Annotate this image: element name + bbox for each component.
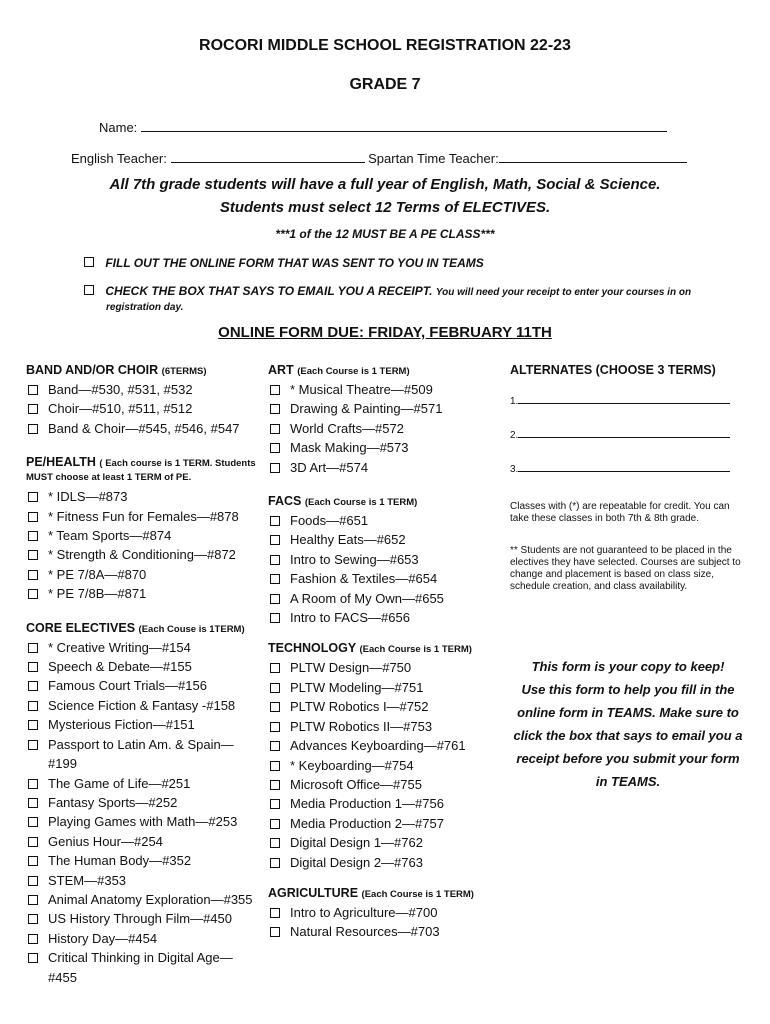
due-date: ONLINE FORM DUE: FRIDAY, FEBRUARY 11TH (218, 324, 552, 341)
checklist-item-online-form[interactable] (84, 256, 484, 270)
checkbox[interactable] (270, 908, 280, 918)
course-label: Digital Design 1—#762 (290, 835, 423, 851)
alternates-lines (510, 385, 746, 487)
course-label: PLTW Modeling—#751 (290, 679, 424, 695)
course-option[interactable] (26, 948, 258, 987)
checkbox[interactable] (270, 858, 280, 868)
checkbox[interactable] (270, 799, 280, 809)
checkbox[interactable] (270, 516, 280, 526)
checkbox[interactable] (270, 594, 280, 604)
course-option[interactable] (268, 589, 500, 608)
course-option[interactable] (268, 794, 500, 813)
checkbox[interactable] (28, 701, 38, 711)
checklist-item-receipt[interactable] (84, 284, 704, 298)
course-option[interactable] (268, 756, 500, 775)
course-option[interactable] (26, 851, 258, 870)
alternate-line-3[interactable]: 3. (510, 453, 746, 487)
checklist-label: FILL OUT THE ONLINE FORM THAT WAS SENT TO YOU IN TEAMS (105, 256, 484, 270)
english-teacher-line[interactable] (171, 150, 365, 163)
name-field[interactable] (99, 119, 667, 135)
course-label: PLTW Robotics I—#752 (290, 699, 429, 715)
course-option[interactable] (26, 545, 258, 564)
course-label: Mask Making—#573 (290, 440, 409, 456)
checkbox[interactable] (28, 550, 38, 560)
name-label: Name: (99, 120, 138, 135)
checkbox[interactable] (28, 531, 38, 541)
checkbox[interactable] (28, 404, 38, 414)
course-label: * Team Sports—#874 (48, 528, 172, 544)
course-option[interactable] (268, 903, 500, 922)
course-label: STEM—#353 (48, 872, 127, 888)
checkbox[interactable] (84, 285, 94, 295)
checkbox[interactable] (270, 927, 280, 937)
course-option[interactable] (268, 550, 500, 569)
course-label: Media Production 2—#757 (290, 815, 444, 831)
course-option[interactable] (26, 487, 258, 506)
course-label: A Room of My Own—#655 (290, 590, 444, 606)
placement-note: ** Students are not guaranteed to be placed in the electives they have selected. Courses are subject to change and placement is based on class size, schedule creation, and class availability. (510, 545, 741, 592)
course-option[interactable] (26, 696, 258, 715)
checklist-label: CHECK THE BOX THAT SAYS TO EMAIL YOU A RECEIPT. (105, 284, 433, 298)
course-label: Intro to Agriculture—#700 (290, 904, 438, 920)
course-option[interactable] (268, 419, 500, 438)
keep-copy-line: click the box that says to email you a (513, 728, 743, 743)
checkbox[interactable] (28, 740, 38, 750)
course-label: Playing Games with Math—#253 (48, 814, 238, 830)
course-label: Mysterious Fiction—#151 (48, 717, 195, 733)
technology-list (268, 658, 500, 871)
course-option[interactable] (26, 774, 258, 793)
core-electives-list (26, 638, 258, 987)
facs-heading: FACS (Each Course is 1 TERM) (268, 494, 418, 509)
alternates-heading: ALTERNATES (CHOOSE 3 TERMS) (510, 363, 716, 377)
course-label: * Keyboarding—#754 (290, 757, 414, 773)
course-label: Digital Design 2—#763 (290, 854, 423, 870)
course-label: Fantasy Sports—#252 (48, 794, 178, 810)
course-option[interactable] (268, 438, 500, 457)
course-option[interactable] (268, 814, 500, 833)
course-option[interactable] (268, 530, 500, 549)
receipt-note: You will need your receipt to enter your courses in on (435, 287, 692, 298)
checkbox[interactable] (270, 613, 280, 623)
course-label: Speech & Debate—#155 (48, 659, 192, 675)
course-option[interactable] (268, 717, 500, 736)
checkbox[interactable] (270, 683, 280, 693)
checkbox[interactable] (84, 257, 94, 267)
checkbox[interactable] (270, 404, 280, 414)
course-label: Intro to FACS—#656 (290, 610, 410, 626)
spartan-teacher-label: Spartan Time Teacher: (368, 151, 499, 166)
course-label: The Human Body—#352 (48, 853, 192, 869)
course-label: Advances Keyboarding—#761 (290, 738, 466, 754)
course-option[interactable] (26, 793, 258, 812)
notice-line-2: Students must select 12 Terms of ELECTIVES. (219, 199, 551, 216)
art-heading: ART (Each Course is 1 TERM) (268, 363, 410, 377)
course-label: PLTW Robotics II—#753 (290, 718, 433, 734)
course-option[interactable] (26, 929, 258, 948)
course-label: Natural Resources—#703 (290, 924, 440, 940)
course-option[interactable] (26, 871, 258, 890)
keep-copy-instructions (510, 678, 746, 793)
checkbox[interactable] (28, 492, 38, 502)
course-option[interactable] (26, 735, 258, 774)
course-option[interactable] (26, 832, 258, 851)
course-label: Critical Thinking in Digital Age—#455 (48, 950, 233, 985)
notice-line-1: All 7th grade students will have a full year of English, Math, Social & Science. (109, 176, 661, 193)
checkbox[interactable] (28, 681, 38, 691)
course-label: World Crafts—#572 (290, 420, 404, 436)
checkbox[interactable] (28, 720, 38, 730)
course-label: Healthy Eats—#652 (290, 532, 406, 548)
course-option[interactable] (268, 511, 500, 530)
checkbox[interactable] (28, 385, 38, 395)
course-label: History Day—#454 (48, 930, 158, 946)
course-label: * Creative Writing—#154 (48, 639, 191, 655)
checkbox[interactable] (270, 443, 280, 453)
course-label: * Strength & Conditioning—#872 (48, 547, 236, 563)
checkbox[interactable] (28, 662, 38, 672)
keep-copy-box (510, 655, 746, 793)
checkbox[interactable] (28, 589, 38, 599)
course-option[interactable] (268, 658, 500, 677)
checkbox[interactable] (270, 780, 280, 790)
course-label: * IDLS—#873 (48, 489, 128, 505)
checkbox[interactable] (28, 895, 38, 905)
course-label: * PE 7/8B—#871 (48, 586, 147, 602)
checkbox[interactable] (270, 424, 280, 434)
course-option[interactable] (26, 584, 258, 603)
checkbox[interactable] (28, 798, 38, 808)
pe-notice: ***1 of the 12 MUST BE A PE CLASS*** (275, 227, 495, 241)
course-label: PLTW Design—#750 (290, 660, 412, 676)
checkbox[interactable] (28, 953, 38, 963)
repeatable-note: Classes with (*) are repeatable for credit. You can take these classes in both 7th & 8th grade. (510, 501, 730, 524)
checkbox[interactable] (28, 779, 38, 789)
course-option[interactable] (26, 565, 258, 584)
keep-copy-title: This form is your copy to keep! (531, 659, 725, 674)
checkbox[interactable] (270, 535, 280, 545)
checkbox[interactable] (28, 876, 38, 886)
course-option[interactable] (268, 922, 500, 941)
course-label: Genius Hour—#254 (48, 833, 163, 849)
course-option[interactable] (268, 833, 500, 852)
course-option[interactable] (268, 458, 500, 477)
column-1 (26, 362, 258, 987)
checkbox[interactable] (28, 817, 38, 827)
course-label: 3D Art—#574 (290, 459, 369, 475)
checkbox[interactable] (28, 570, 38, 580)
course-label: Microsoft Office—#755 (290, 776, 422, 792)
course-label: Fashion & Textiles—#654 (290, 571, 438, 587)
course-label: Drawing & Painting—#571 (290, 401, 443, 417)
checkbox[interactable] (270, 555, 280, 565)
checkbox[interactable] (270, 574, 280, 584)
alternate-line-2[interactable]: 2. (510, 419, 746, 453)
pe-health-list (26, 487, 258, 603)
course-label: Band—#530, #531, #532 (48, 382, 193, 397)
course-option[interactable] (268, 399, 500, 418)
course-label: * PE 7/8A—#870 (48, 566, 147, 582)
course-option[interactable] (26, 638, 258, 657)
name-line[interactable] (141, 119, 667, 132)
checkbox[interactable] (270, 722, 280, 732)
core-electives-heading: CORE ELECTIVES (Each Couse is 1TERM) (26, 620, 245, 635)
grade-heading: GRADE 7 (349, 76, 421, 93)
checkbox[interactable] (270, 702, 280, 712)
course-label: The Game of Life—#251 (48, 775, 191, 791)
column-3 (510, 362, 746, 793)
keep-copy-line: receipt before you submit your form (516, 751, 740, 766)
course-option[interactable] (268, 569, 500, 588)
alternate-line-1[interactable]: 1. (510, 385, 746, 419)
course-label: Passport to Latin Am. & Spain—#199 (48, 736, 234, 772)
course-label: Choir—#510, #511, #512 (48, 401, 193, 417)
course-option[interactable] (26, 909, 258, 928)
course-option[interactable] (268, 608, 500, 627)
course-option[interactable] (26, 399, 258, 418)
course-label: Foods—#651 (290, 513, 369, 529)
course-option[interactable] (26, 676, 258, 695)
checkbox[interactable] (270, 463, 280, 473)
course-label: Media Production 1—#756 (290, 796, 444, 812)
course-option[interactable] (268, 678, 500, 697)
course-option[interactable] (26, 419, 258, 438)
course-option[interactable] (26, 657, 258, 676)
course-option[interactable] (268, 736, 500, 755)
pe-health-heading: PE/HEALTH ( Each course is 1 TERM. Students MUST choose at least 1 TERM of PE. (26, 455, 256, 484)
course-label: Famous Court Trials—#156 (48, 678, 207, 694)
art-list (268, 380, 500, 477)
course-option[interactable] (26, 715, 258, 734)
keep-copy-line: Use this form to help you fill in the (521, 682, 735, 697)
checkbox[interactable] (28, 837, 38, 847)
keep-copy-line: online form in TEAMS. Make sure to (517, 705, 739, 720)
page-title: ROCORI MIDDLE SCHOOL REGISTRATION 22-23 (199, 37, 571, 54)
course-label: * Fitness Fun for Females—#878 (48, 508, 239, 524)
course-label: Science Fiction & Fantasy -#158 (48, 697, 236, 713)
checkbox[interactable] (28, 856, 38, 866)
english-teacher-label: English Teacher: (71, 151, 167, 166)
course-option[interactable] (26, 890, 258, 909)
course-option[interactable] (268, 853, 500, 872)
checkbox[interactable] (270, 385, 280, 395)
teacher-fields (71, 150, 687, 166)
checkbox[interactable] (28, 934, 38, 944)
spartan-teacher-line[interactable] (499, 150, 687, 163)
checkbox[interactable] (270, 663, 280, 673)
checkbox[interactable] (28, 512, 38, 522)
keep-copy-line: in TEAMS. (595, 774, 661, 789)
checkbox[interactable] (270, 761, 280, 771)
facs-list (268, 511, 500, 627)
agriculture-list (268, 903, 500, 942)
course-option[interactable] (268, 697, 500, 716)
course-label: Band & Choir—#545, #546, #547 (48, 420, 240, 436)
technology-heading: TECHNOLOGY (Each Course is 1 TERM) (268, 641, 472, 656)
course-option[interactable] (26, 526, 258, 545)
checkbox[interactable] (28, 643, 38, 653)
course-option[interactable] (26, 507, 258, 526)
checkbox[interactable] (270, 741, 280, 751)
course-label: * Musical Theatre—#509 (290, 382, 433, 397)
course-label: Animal Anatomy Exploration—#355 (48, 891, 253, 907)
column-2 (268, 362, 500, 942)
course-option[interactable] (268, 380, 500, 399)
receipt-note-2: registration day. (106, 302, 184, 313)
course-option[interactable] (26, 380, 258, 399)
checkbox[interactable] (270, 838, 280, 848)
agriculture-heading: AGRICULTURE (Each Course is 1 TERM) (268, 885, 474, 900)
course-option[interactable] (26, 812, 258, 831)
checkbox[interactable] (28, 914, 38, 924)
checkbox[interactable] (270, 819, 280, 829)
course-label: Intro to Sewing—#653 (290, 551, 419, 567)
band-choir-list (26, 380, 258, 438)
course-option[interactable] (268, 775, 500, 794)
checkbox[interactable] (28, 424, 38, 434)
course-label: US History Through Film—#450 (48, 911, 232, 927)
band-choir-heading: BAND AND/OR CHOIR (6TERMS) (26, 363, 207, 377)
